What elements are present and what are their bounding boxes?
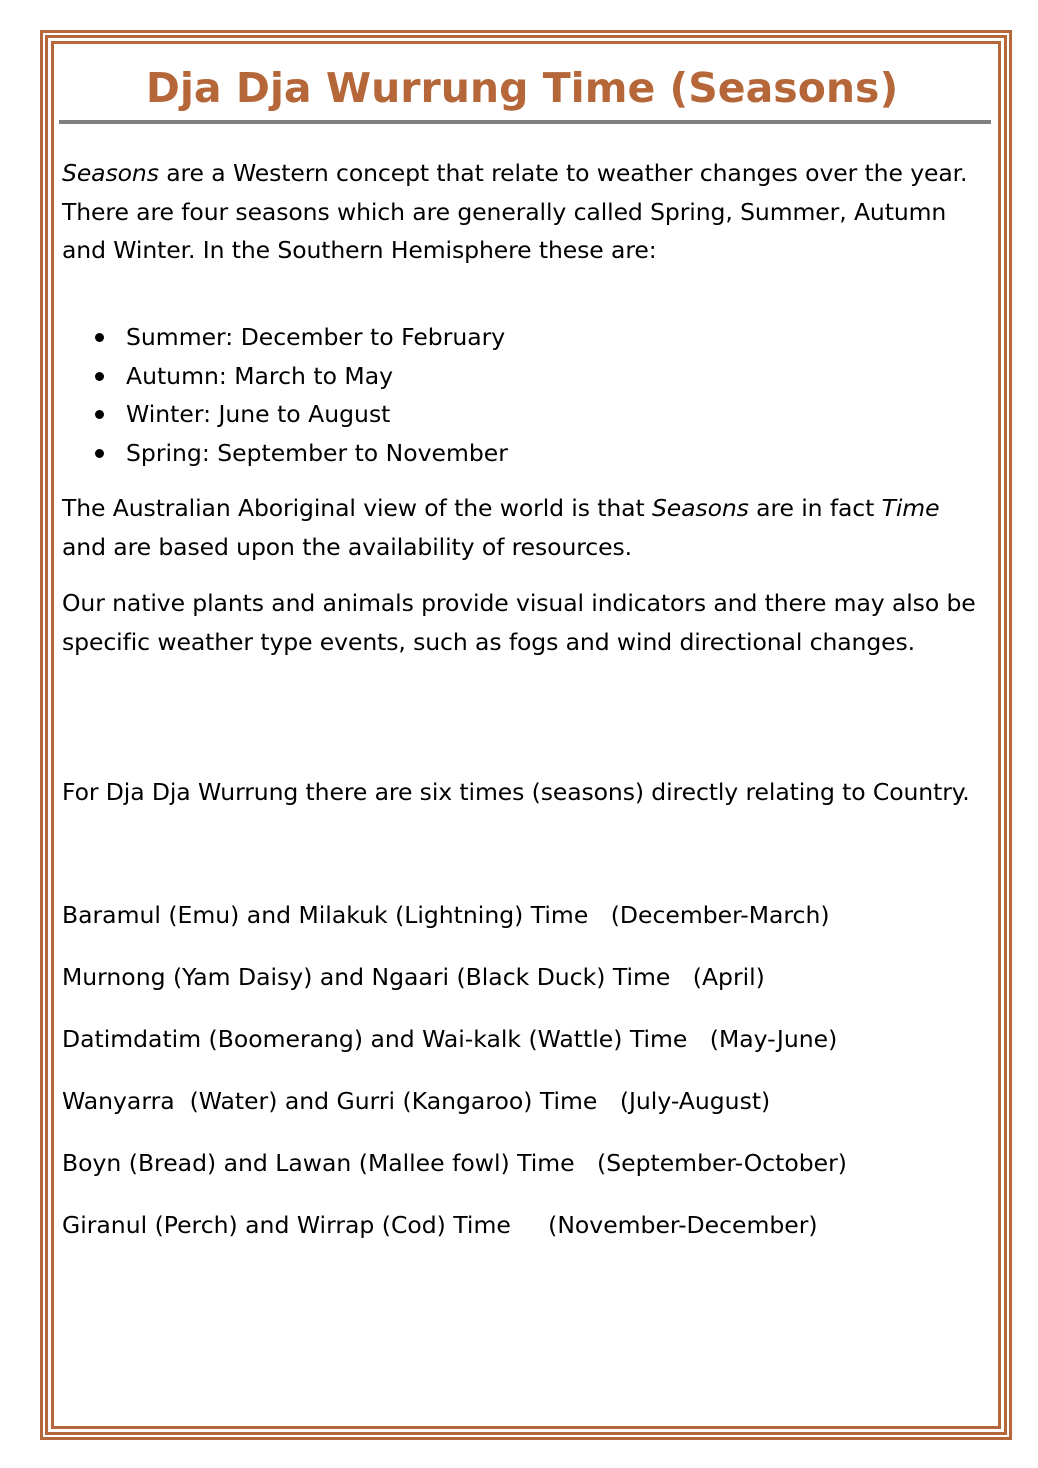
time-name: Datimdatim (Boomerang) and Wai-kalk (Wattle) Time [62,1025,688,1053]
six-times-intro-text: For Dja Dja Wurrung there are six times (seasons) directly relating to Country. [62,778,970,806]
bullet-icon [95,333,104,342]
six-times-intro-paragraph [62,773,977,812]
indicators-text: Our native plants and animals provide visual indicators and there may also be specific weather type events, such as fogs and wind directional changes. [62,589,976,656]
aboriginal-view-emphasis-seasons: Seasons [651,494,749,522]
aboriginal-view-part3: and are based upon the availability of resources. [62,532,632,561]
time-months: (May-June) [709,1025,838,1053]
season-label: Autumn: March to May [126,361,394,390]
title-divider [59,120,991,124]
time-months: (July-August) [619,1087,771,1115]
aboriginal-view-part2: are in fact [748,494,882,522]
list-item [62,318,508,357]
time-months: (December-March) [610,901,830,929]
time-row [62,1082,770,1121]
time-months: (September-October) [597,1149,847,1177]
time-row [62,1206,818,1245]
time-name: Giranul (Perch) and Wirrap (Cod) Time [62,1211,511,1239]
western-seasons-list [62,318,508,472]
time-months: (November-December) [548,1211,818,1239]
list-item [62,357,508,396]
time-row [62,896,830,935]
bullet-icon [95,449,104,458]
time-row [62,958,765,997]
season-label: Summer: December to February [126,323,506,351]
aboriginal-view-emphasis-time: Time [881,494,940,522]
bullet-icon [95,410,104,419]
season-label: Spring: September to November [126,438,508,467]
time-name: Wanyarra (Water) and Gurri (Kangaroo) Time [62,1087,598,1115]
indicators-paragraph [62,584,977,661]
intro-emphasis: Seasons [62,159,159,187]
bullet-icon [95,372,104,381]
time-name: Murnong (Yam Daisy) and Ngaari (Black Duck) Time [62,963,671,991]
time-row [62,1144,847,1183]
season-label: Winter: June to August [126,400,391,429]
aboriginal-view-part1: The Australian Aboriginal view of the world is that [62,494,652,522]
intro-text: are a Western concept that relate to weather changes over the year. There are four seasons which are generally called Spring, Summer, Autumn and Winter. In the Southern Hemisphere these are: [62,159,968,265]
title-area [62,48,982,116]
time-name: Baramul (Emu) and Milakuk (Lightning) Time [62,901,589,929]
intro-paragraph [62,154,977,270]
page-title: Dja Dja Wurrung Time (Seasons) [145,64,899,112]
aboriginal-view-paragraph [62,489,977,566]
time-months: (April) [692,963,765,991]
time-row [62,1020,837,1059]
time-name: Boyn (Bread) and Lawan (Mallee fowl) Time [62,1149,575,1177]
list-item [62,395,508,434]
list-item [62,434,508,473]
